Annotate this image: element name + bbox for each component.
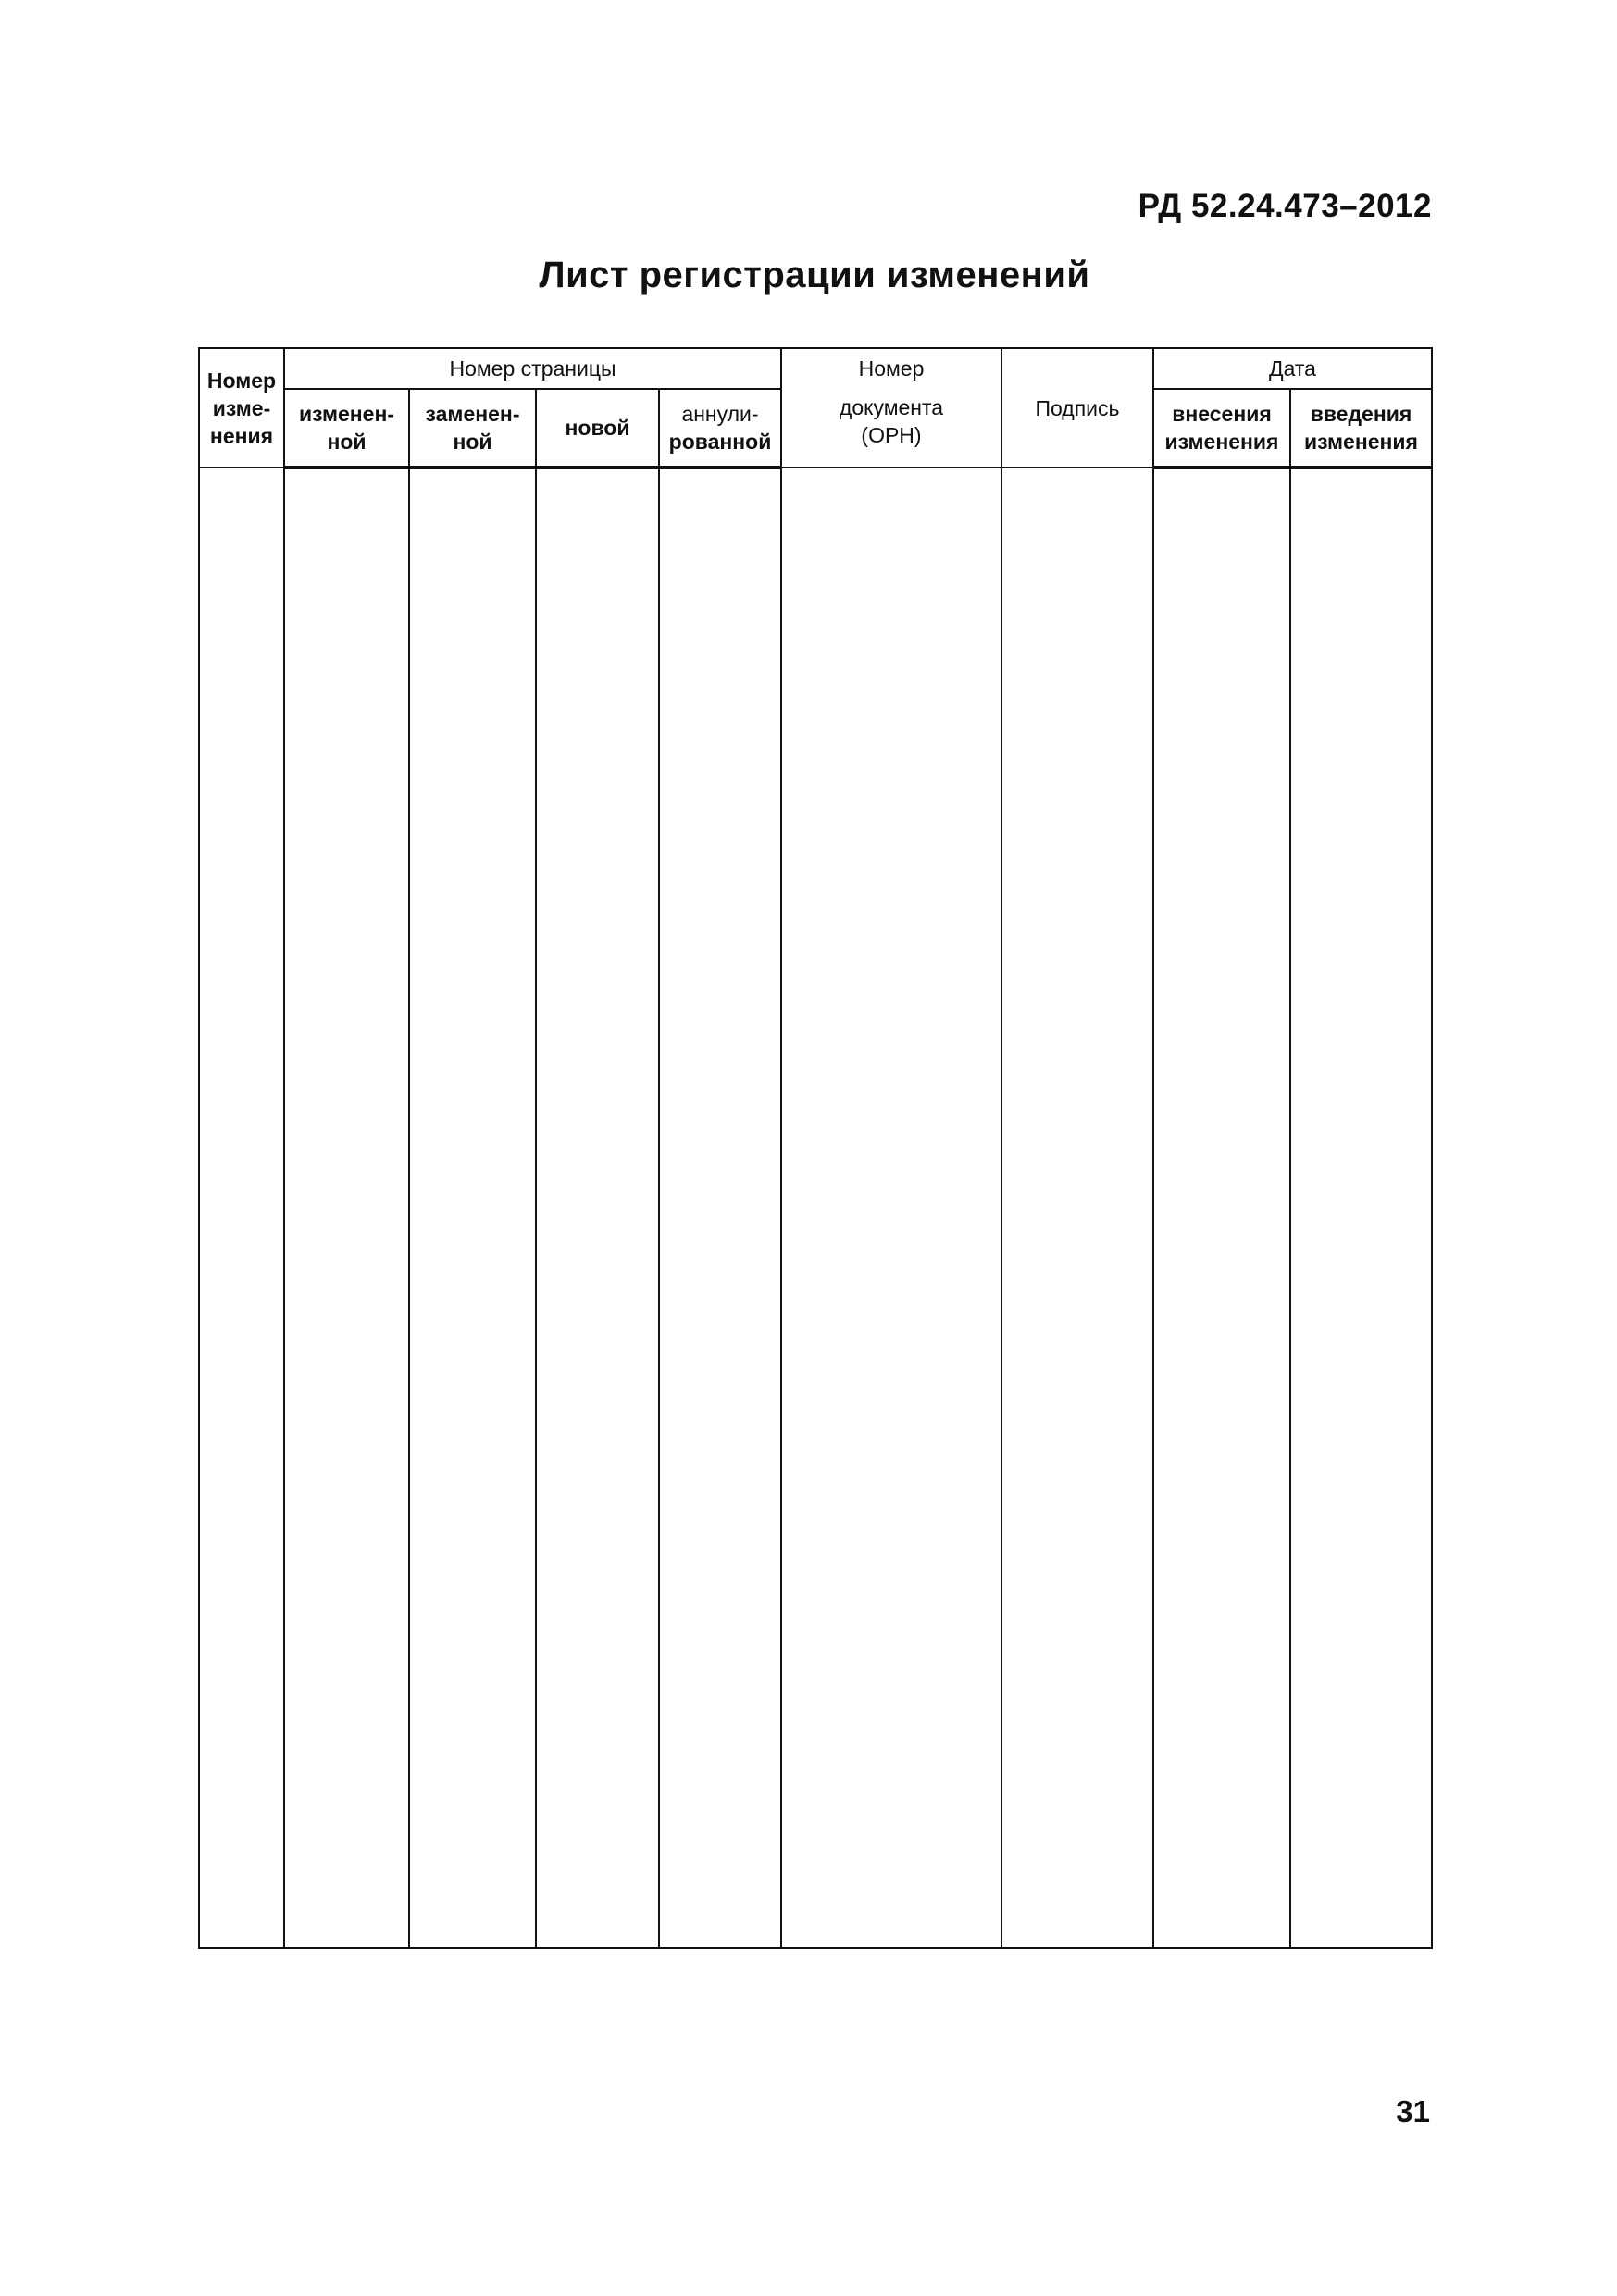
subcol-date-entered-line1: внесения [1172,402,1272,426]
table-cell [1001,468,1153,1948]
col-signature: Подпись [1001,348,1153,468]
col-change-number-line1: Номер [206,368,277,393]
col-document-number [781,348,1001,468]
table-cell [781,468,1001,1948]
page-title: Лист регистрации изменений [539,255,1090,295]
col-change-number-line3: нения [209,423,274,448]
subcol-replaced [409,389,536,468]
header-row-1 [199,348,1432,389]
subcol-annulled-line1: аннули- [681,402,759,426]
subcol-annulled [659,389,781,468]
table-row [199,468,1432,1948]
subcol-date-introduced [1290,389,1432,468]
col-document-number-line2: документа [839,395,944,419]
group-date: Дата [1153,348,1432,389]
subcol-date-entered [1153,389,1290,468]
subcol-changed-line1: изменен- [298,402,395,426]
subcol-changed-line2: ной [327,430,367,454]
subcol-annulled-line2: рованной [668,430,772,454]
subcol-replaced-line1: заменен- [425,402,520,426]
col-change-number-line2: изме- [212,395,271,420]
col-change-number [199,348,284,468]
page-number: 31 [1396,2094,1430,2128]
group-page-number: Номер страницы [284,348,781,389]
table-cell [659,468,781,1948]
subcol-replaced-line2: ной [453,430,492,454]
table-cell [409,468,536,1948]
subcol-new [536,389,659,468]
col-document-number-line1: Номер [858,356,925,381]
table-cell [536,468,659,1948]
subcol-new-line1: новой [565,416,630,440]
table-cell [284,468,409,1948]
col-document-number-line3: (ОРН) [861,423,922,447]
subcol-date-entered-line2: изменения [1164,430,1279,454]
table-cell [1153,468,1290,1948]
table-cell [1290,468,1432,1948]
table-cell [199,468,284,1948]
subcol-changed [284,389,409,468]
subcol-date-introduced-line1: введения [1310,402,1412,426]
subcol-date-introduced-line2: изменения [1304,430,1418,454]
change-registration-table [198,347,1433,1949]
document-code: РД 52.24.473–2012 [1138,188,1432,224]
